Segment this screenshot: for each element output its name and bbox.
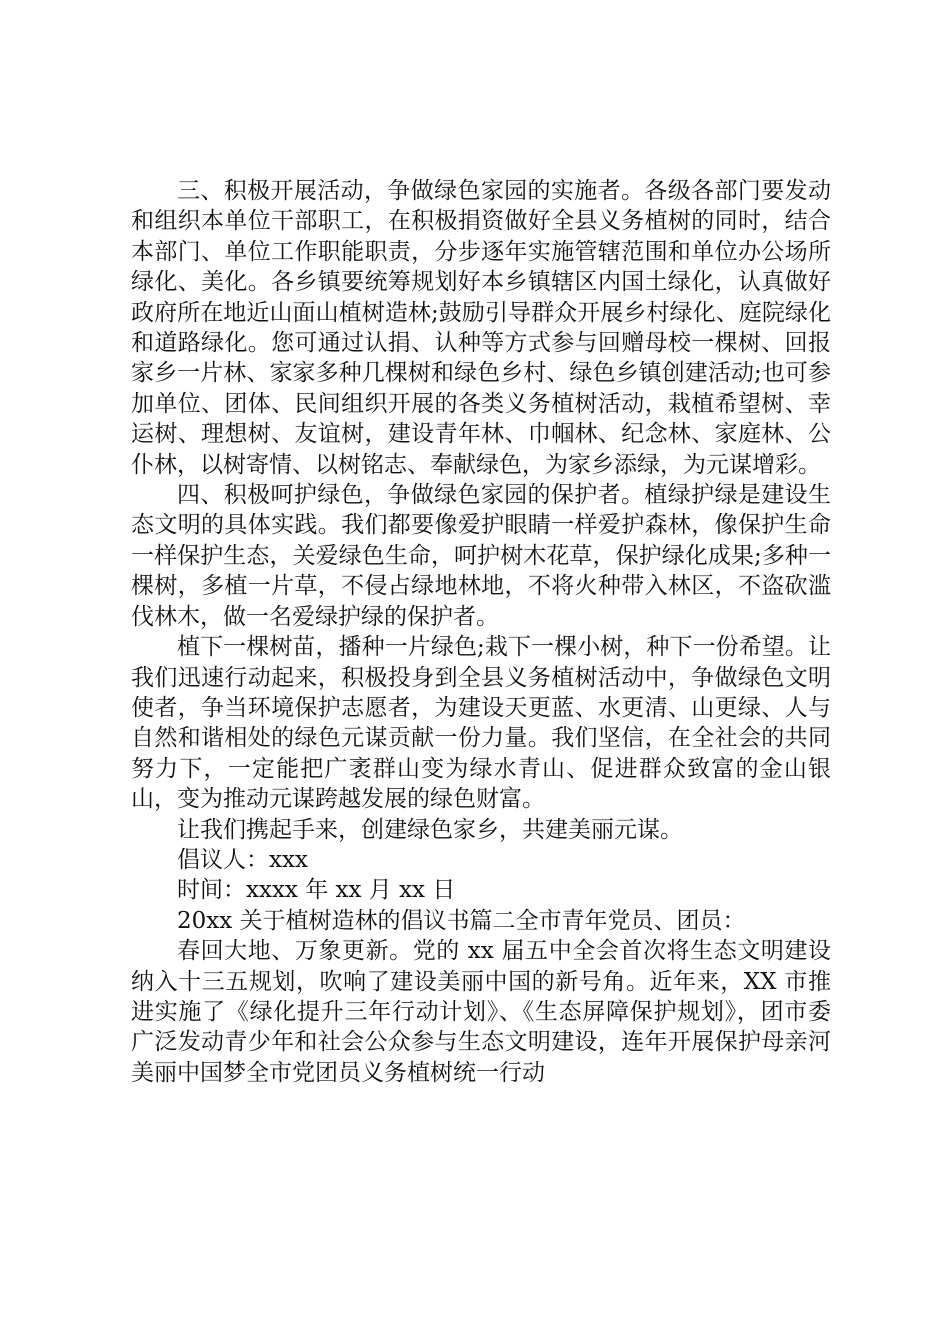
paragraph-initiator: 倡议人：xxx [177, 846, 308, 873]
paragraph-spring: 春回大地、万象更新。党的 xx 届五中全会首次将生态文明建设纳入十三五规划，吹响了建设美丽中国的新号角。近年来，XX 市推进实施了《绿化提升三年行动计划》、《生态屏障保护规划》，团市委广泛发动青少年和社会公众参与生态文明建设，连年开展保护母亲河美丽中国梦全市党团员义务植树统一行动 [131, 938, 831, 1086]
paragraph-activities: 三、积极开展活动，争做绿色家园的实施者。各级各部门要发动和组织本单位干部职工，在积极捐资做好全县义务植树的同时，结合本部门、单位工作职能职责，分步逐年实施管辖范围和单位办公场所绿化、美化。各乡镇要统筹规划好本乡镇辖区内国土绿化，认真做好政府所在地近山面山植树造林;鼓励引导群众开展乡村绿化、庭院绿化和道路绿化。您可通过认捐、认种等方式参与回赠母校一棵树、回报家乡一片林、家家多种几棵树和绿色乡村、绿色乡镇创建活动;也可参加单位、团体、民间组织开展的各类义务植树活动，栽植希望树、幸运树、理想树、友谊树，建设青年林、巾帼林、纪念林、家庭林、公仆林，以树寄情、以树铭志、奉献绿色，为家乡添绿，为元谋增彩。 [131, 178, 831, 478]
document-body [131, 176, 831, 1088]
paragraph-slogan: 让我们携起手来，创建绿色家乡，共建美丽元谋。 [177, 816, 683, 843]
paragraph-date: 时间：xxxx 年 xx 月 xx 日 [177, 877, 456, 904]
paragraph-action: 植下一棵树苗，播种一片绿色;栽下一棵小树，种下一份希望。让我们迅速行动起来，积极投身到全县义务植树活动中，争做绿色文明使者，争当环境保护志愿者，为建设天更蓝、水更清、山更绿、人与自然和谐相处的绿色元谋贡献一份力量。我们坚信，在全社会的共同努力下，一定能把广袤群山变为绿水青山、促进群众致富的金山银山，变为推动元谋跨越发展的绿色财富。 [131, 634, 831, 813]
paragraph-protect: 四、积极呵护绿色，争做绿色家园的保护者。植绿护绿是建设生态文明的具体实践。我们都要像爱护眼睛一样爱护森林，像保护生命一样保护生态，关爱绿色生命，呵护树木花草，保护绿化成果;多种一棵树，多植一片草，不侵占绿地林地，不将火种带入林区，不盗砍滥伐林木，做一名爱绿护绿的保护者。 [131, 482, 831, 630]
paragraph-second-title: 20xx 关于植树造林的倡议书篇二全市青年党员、团员： [177, 907, 746, 934]
